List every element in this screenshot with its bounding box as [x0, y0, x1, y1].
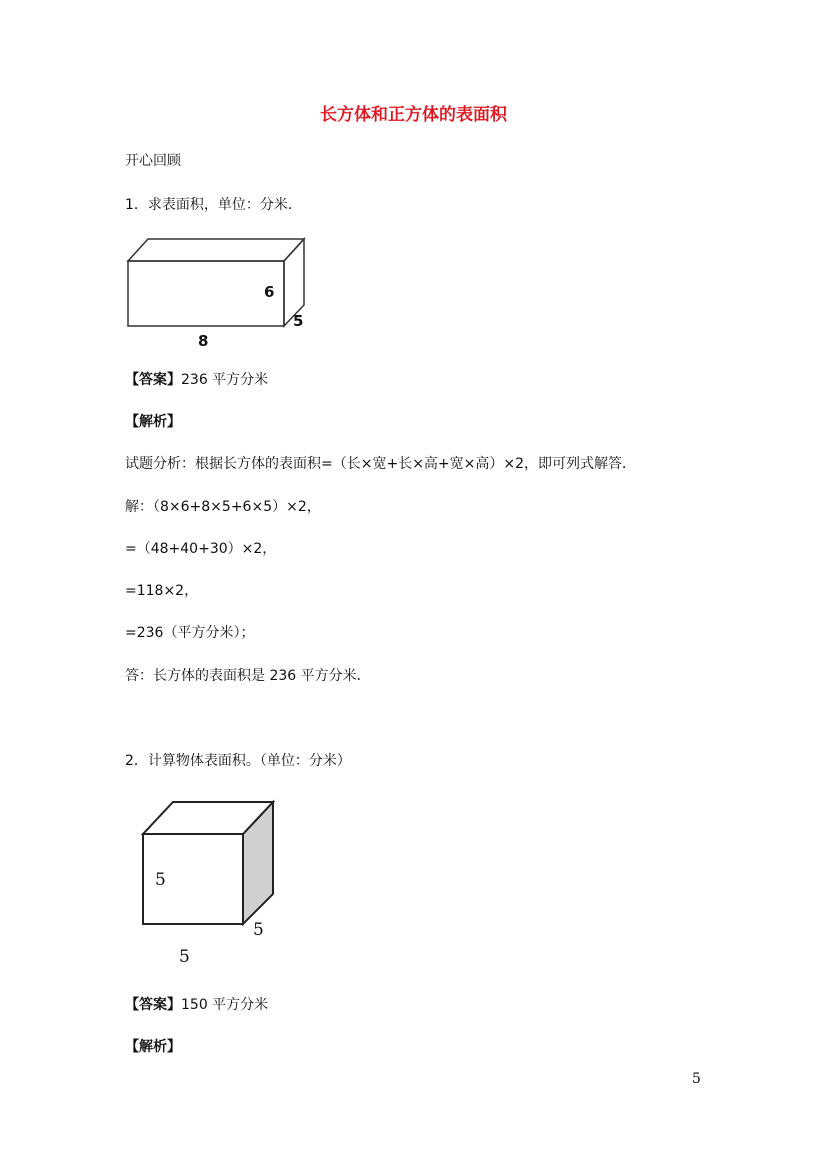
cube-width-label: 5 — [253, 920, 264, 940]
cube-height-label: 5 — [155, 870, 166, 890]
page-title: 长方体和正方体的表面积 — [320, 105, 507, 125]
answer-2 — [125, 996, 268, 1014]
answer-1-value: 236 平方分米 — [181, 372, 269, 388]
answer-2-value: 150 平方分米 — [181, 997, 269, 1013]
cuboid-length-label: 8 — [198, 332, 209, 350]
question-2-prompt: 2．计算物体表面积。（单位：分米） — [125, 753, 351, 769]
cube-length-label: 5 — [179, 947, 190, 967]
solution-line-5: 答：长方体的表面积是 236 平方分米． — [125, 668, 371, 684]
analysis-2-tag: 【解析】 — [125, 1039, 181, 1055]
cuboid-width-label: 5 — [293, 312, 304, 330]
cube-figure — [135, 798, 285, 970]
answer-1 — [125, 371, 268, 389]
analysis-1-text: 试题分析：根据长方体的表面积=（长×宽+长×高+宽×高）×2，即可列式解答． — [125, 456, 637, 472]
page-number: 5 — [692, 1071, 701, 1087]
cuboid-height-label: 6 — [264, 283, 275, 301]
solution-line-2: =（48+40+30）×2， — [125, 541, 277, 557]
answer-1-tag: 【答案】 — [125, 372, 181, 388]
solution-line-3: =118×2， — [125, 583, 199, 599]
solution-line-4: =236（平方分米）； — [125, 625, 255, 641]
analysis-1-tag: 【解析】 — [125, 414, 181, 430]
solution-line-1: 解：（8×6+8×5+6×5）×2， — [125, 499, 321, 515]
cuboid-figure — [120, 232, 320, 352]
answer-2-tag: 【答案】 — [125, 997, 181, 1013]
question-1-prompt: 1．求表面积，单位：分米． — [125, 197, 302, 213]
section-heading: 开心回顾 — [125, 153, 181, 169]
